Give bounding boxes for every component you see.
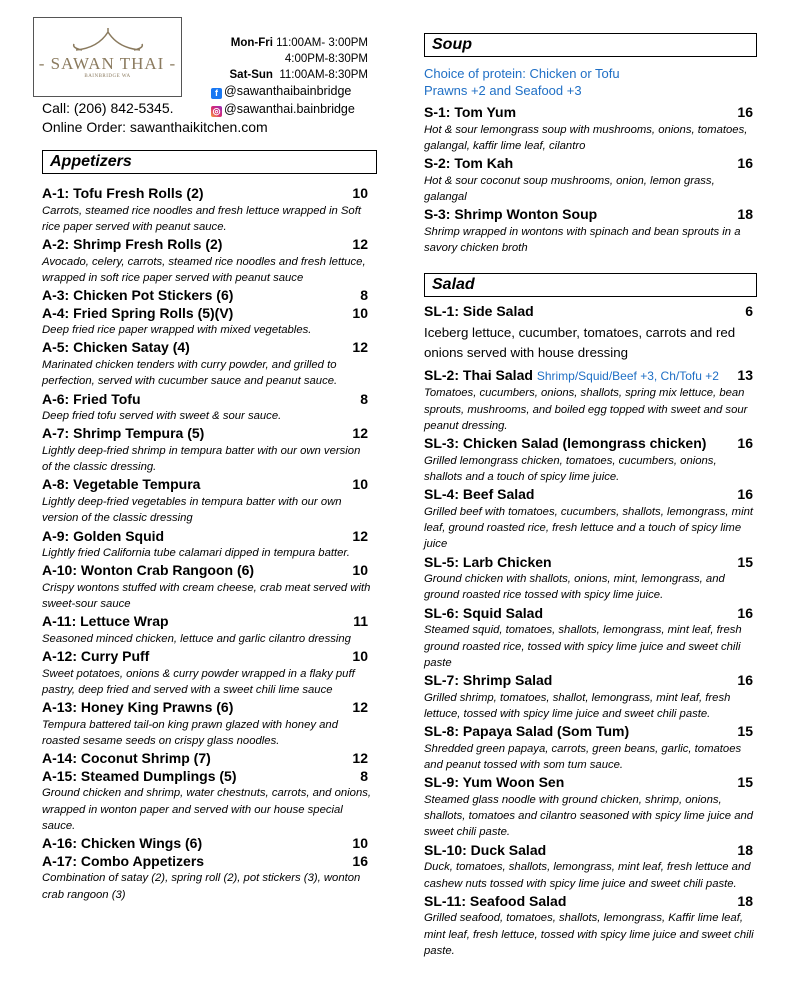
item-name: SL-7: Shrimp Salad: [424, 672, 553, 689]
item-name-wrap: [42, 185, 204, 203]
item-name: A-12: Curry Puff: [42, 648, 150, 665]
menu-item: [42, 425, 372, 475]
contact-info: [42, 99, 268, 137]
item-price: 12: [352, 425, 368, 442]
menu-item: [424, 774, 757, 840]
item-price: 10: [352, 562, 368, 579]
item-name: SL-10: Duck Salad: [424, 841, 547, 858]
hours-time: 11:00AM- 3:00PM: [276, 37, 368, 49]
item-title-row: [42, 768, 372, 786]
menu-item: [424, 893, 757, 959]
item-name-wrap: [42, 750, 211, 768]
item-title-row: [424, 842, 757, 860]
temple-roof-icon: [68, 26, 148, 54]
menu-item: [42, 305, 372, 339]
item-name-wrap: [424, 104, 516, 122]
menu-item: [42, 562, 372, 612]
item-name: SL-8: Papaya Salad (Som Tum): [424, 723, 630, 740]
item-name: A-16: Chicken Wings (6): [42, 835, 203, 852]
note-line: Prawns +2 and Seafood +3: [424, 83, 582, 98]
item-name-wrap: [424, 155, 513, 173]
item-title-row: [42, 287, 372, 305]
menu-item: [424, 435, 757, 485]
item-price: 10: [352, 648, 368, 665]
item-name: A-15: Steamed Dumplings (5): [42, 767, 237, 784]
logo-name: - SAWAN THAI -: [38, 54, 177, 73]
item-name-wrap: [42, 528, 164, 546]
item-name: A-5: Chicken Satay (4): [42, 339, 190, 356]
menu-item: [424, 842, 757, 892]
item-name-wrap: [42, 391, 141, 409]
item-price: 15: [737, 553, 753, 570]
item-name: SL-4: Beef Salad: [424, 486, 535, 503]
item-title-row: [424, 723, 757, 741]
item-name-wrap: [42, 425, 204, 443]
item-name: S-1: Tom Yum: [424, 104, 517, 120]
item-price: 12: [352, 750, 368, 767]
item-title-row: [42, 391, 372, 409]
hours-row: [200, 51, 368, 67]
item-price: 16: [737, 486, 753, 503]
item-title-row: [424, 435, 757, 453]
item-title-row: [42, 648, 372, 666]
item-name-wrap: [42, 768, 236, 786]
appetizers-list: [42, 185, 372, 903]
item-title-row: [42, 476, 372, 494]
item-price: 16: [737, 104, 753, 120]
item-name: SL-3: Chicken Salad (lemongrass chicken): [424, 435, 707, 452]
right-column: [424, 33, 757, 960]
item-description: Grilled seafood, tomatoes, shallots, lemongrass, Kaffir lime leaf, mint leaf, fresh lettuce, tossed with spicy lime juice and sweet chili paste.: [424, 912, 754, 957]
item-name: A-9: Golden Squid: [42, 527, 165, 544]
instagram-handle[interactable]: @sawanthai.bainbridge: [224, 102, 355, 116]
item-description: Iceberg lettuce, cucumber, tomatoes, carrots and red onions served with house dressing: [424, 324, 736, 360]
item-name-wrap: [424, 435, 706, 453]
item-name-wrap: [42, 648, 149, 666]
item-name: SL-6: Squid Salad: [424, 604, 544, 621]
item-price: 12: [352, 339, 368, 356]
menu-item: [42, 185, 372, 235]
item-price: 8: [360, 390, 368, 407]
item-name-wrap: [424, 893, 566, 911]
item-description: Seasoned minced chicken, lettuce and garlic cilantro dressing: [42, 632, 351, 645]
item-title-row: [424, 672, 757, 690]
item-title-row: [42, 835, 372, 853]
item-name: A-6: Fried Tofu: [42, 390, 141, 407]
item-name: A-13: Honey King Prawns (6): [42, 699, 234, 716]
hours-days: Mon-Fri: [230, 37, 273, 49]
item-name-wrap: [424, 774, 564, 792]
item-price: 12: [352, 236, 368, 253]
item-price: 16: [737, 155, 753, 172]
section-title-soup: Soup: [424, 33, 757, 57]
item-name: A-2: Shrimp Fresh Rolls (2): [42, 236, 223, 253]
item-title-row: [42, 425, 372, 443]
hours-days: Sat-Sun: [229, 69, 273, 81]
menu-item: [42, 476, 372, 526]
item-description: Lightly deep-fried shrimp in tempura batter with our own version of the classic dressing.: [42, 444, 361, 474]
menu-item: [42, 853, 372, 903]
item-name-wrap: [424, 486, 534, 504]
item-price: 11: [353, 613, 368, 630]
item-name-wrap: [42, 236, 222, 254]
facebook-icon: f: [211, 88, 222, 99]
menu-item: [424, 672, 757, 722]
menu-item: [42, 699, 372, 749]
item-name: S-3: Shrimp Wonton Soup: [424, 206, 598, 223]
item-name: A-4: Fried Spring Rolls (5)(V): [42, 304, 234, 321]
item-description: Hot & sour lemongrass soup with mushrooms, onions, tomatoes, galangal, kaffir lime leaf, cilantro: [424, 123, 748, 152]
item-name: A-3: Chicken Pot Stickers (6): [42, 287, 234, 304]
item-price: 16: [352, 852, 368, 869]
menu-item: [42, 750, 372, 768]
item-description: Steamed glass noodle with ground chicken, shrimp, onions, shallots, tomatoes and cilantro seasoned with spicy lime juice and sweet chili paste.: [424, 793, 754, 839]
instagram-icon: ◎: [212, 106, 221, 116]
item-name: A-1: Tofu Fresh Rolls (2): [42, 185, 204, 201]
item-price: 18: [737, 206, 753, 223]
item-name-wrap: [424, 554, 552, 572]
item-price: 16: [737, 435, 753, 452]
item-description: Marinated chicken tenders with curry powder, and grilled to perfection, served with cucumber sauce and peanut sauce.: [42, 358, 338, 388]
item-name: A-8: Vegetable Tempura: [42, 476, 201, 493]
item-price: 18: [737, 841, 753, 858]
item-title-row: [42, 699, 372, 717]
logo-subtitle: BAINBRIDGE WA: [84, 74, 131, 79]
hours-time: 4:00PM-8:30PM: [284, 53, 368, 65]
item-name-wrap: [42, 853, 204, 871]
item-description: Sweet potatoes, onions & curry powder wrapped in a flaky puff pastry, deep fried and served with a sweet chili lime sauce: [42, 667, 355, 697]
item-price: 12: [352, 527, 368, 544]
item-description: Steamed squid, tomatoes, shallots, lemongrass, mint leaf, fresh ground roasted rice, tossed with spicy lime juice and sweet chili paste: [424, 624, 742, 669]
menu-item: [42, 339, 372, 389]
item-title-row: [424, 155, 757, 173]
item-title-row: [42, 185, 372, 203]
item-name: S-2: Tom Kah: [424, 155, 514, 172]
section-title-salad: Salad: [424, 273, 757, 297]
item-description: Deep fried rice paper wrapped with mixed vegetables.: [42, 324, 312, 337]
item-price: 16: [737, 672, 753, 689]
item-name: SL-5: Larb Chicken: [424, 553, 552, 570]
item-title-row: [42, 528, 372, 546]
menu-item: [42, 613, 372, 647]
item-name-wrap: [42, 562, 254, 580]
logo: [33, 17, 182, 97]
item-price: 10: [352, 476, 368, 493]
item-title-row: [424, 554, 757, 572]
menu-item: [42, 528, 372, 562]
item-title-row: [424, 893, 757, 911]
item-description: Tempura battered tail-on king prawn glazed with honey and roasted sesame seeds on crispy glass noodles.: [42, 718, 338, 748]
item-description: Deep fried tofu served with sweet & sour sauce.: [42, 410, 282, 423]
item-addon-prices: Shrimp/Squid/Beef +3, Ch/Tofu +2: [536, 368, 719, 383]
menu-item: [42, 287, 372, 305]
item-name: A-11: Lettuce Wrap: [42, 613, 169, 630]
menu-item: [42, 236, 372, 286]
menu-item: [424, 206, 757, 256]
item-description: Tomatoes, cucumbers, onions, shallots, spring mix lettuce, bean sprouts, mushrooms, and boiled egg topped with sweet and sour peanut dressing.: [424, 387, 748, 432]
opening-hours: [200, 35, 368, 83]
item-description: Shredded green papaya, carrots, green beans, garlic, tomatoes and peanut tossed with som tum sauce.: [424, 742, 742, 772]
item-name: A-14: Coconut Shrimp (7): [42, 750, 211, 767]
item-description: Duck, tomatoes, shallots, lemongrass, mint leaf, fresh lettuce and cashew nuts tossed with spicy lime juice and sweet chili paste.: [424, 861, 751, 890]
facebook-handle[interactable]: @sawanthaibainbridge: [224, 84, 352, 98]
item-title-row: [424, 367, 757, 386]
online-order: Online Order: sawanthaikitchen.com: [42, 119, 268, 135]
menu-item: [424, 303, 757, 363]
item-name-wrap: [424, 605, 543, 623]
item-name: SL-1: Side Salad: [424, 303, 534, 320]
item-price: 8: [360, 767, 368, 784]
appetizers-column: [42, 150, 372, 904]
item-title-row: [424, 303, 757, 321]
note-line: Choice of protein: Chicken or Tofu: [424, 66, 620, 81]
item-name-wrap: [424, 672, 552, 690]
item-title-row: [424, 486, 757, 504]
item-price: 10: [352, 835, 368, 852]
item-description: Crispy wontons stuffed with cream cheese, crab meat served with sweet-sour sauce: [42, 581, 371, 611]
item-description: Lightly fried California tube calamari dipped in tempura batter.: [42, 547, 350, 560]
menu-item: [42, 768, 372, 834]
item-name: SL-2: Thai Salad: [424, 366, 533, 383]
item-name: SL-11: Seafood Salad: [424, 892, 567, 909]
item-name-wrap: [424, 842, 546, 860]
menu-item: [424, 554, 757, 604]
phone: Call: (206) 842-5345.: [42, 100, 174, 116]
section-title-appetizers: Appetizers: [42, 150, 377, 174]
menu-item: [42, 391, 372, 425]
item-price: 8: [360, 287, 368, 304]
item-name: A-10: Wonton Crab Rangoon (6): [42, 562, 255, 579]
hours-row: [200, 67, 368, 83]
item-description: Combination of satay (2), spring roll (2), pot stickers (3), wonton crab rangoon (3): [42, 872, 361, 901]
soup-list: [424, 104, 757, 256]
item-price: 6: [745, 303, 753, 320]
item-description: Ground chicken and shrimp, water chestnuts, carrots, and onions, wrapped in wonton paper and served with our house special sauce.: [42, 787, 372, 833]
item-name-wrap: [42, 835, 202, 853]
item-name: SL-9: Yum Woon Sen: [424, 774, 565, 791]
item-title-row: [424, 104, 757, 122]
item-title-row: [42, 562, 372, 580]
item-description: Ground chicken with shallots, onions, mint, lemongrass, and ground roasted rice tossed with spicy lime juice.: [424, 573, 725, 602]
item-title-row: [424, 774, 757, 792]
item-name: A-7: Shrimp Tempura (5): [42, 425, 205, 442]
item-title-row: [42, 853, 372, 871]
item-description: Grilled lemongrass chicken, tomatoes, cucumbers, onions, shallots and a touch of spicy lime juice.: [424, 454, 717, 483]
item-name-wrap: [424, 367, 719, 386]
hours-time: 11:00AM-8:30PM: [279, 69, 368, 81]
item-price: 18: [737, 892, 753, 909]
item-price: 13: [737, 366, 753, 383]
item-name-wrap: [424, 723, 629, 741]
item-title-row: [42, 305, 372, 323]
item-name-wrap: [42, 699, 233, 717]
item-title-row: [42, 339, 372, 357]
item-price: 10: [352, 185, 368, 201]
item-description: Hot & sour coconut soup mushrooms, onion, lemon grass, galangal: [424, 174, 715, 203]
item-title-row: [42, 236, 372, 254]
menu-item: [424, 367, 757, 434]
item-name-wrap: [424, 206, 597, 224]
item-title-row: [42, 750, 372, 768]
item-title-row: [42, 613, 372, 631]
item-title-row: [424, 605, 757, 623]
salad-list: [424, 303, 757, 959]
soup-protein-note: [424, 65, 757, 99]
item-price: 10: [352, 304, 368, 321]
item-price: 15: [737, 774, 753, 791]
item-description: Shrimp wrapped in wontons with spinach and bean sprouts in a savory chicken broth: [424, 225, 741, 254]
menu-item: [42, 648, 372, 698]
item-name-wrap: [42, 305, 233, 323]
item-price: 12: [352, 699, 368, 716]
menu-item: [42, 835, 372, 853]
item-price: 16: [737, 604, 753, 621]
menu-item: [424, 486, 757, 552]
item-description: Grilled shrimp, tomatoes, shallot, lemongrass, mint leaf, fresh lettuce, tossed with spicy lime juice and sweet chili paste.: [424, 691, 731, 720]
item-name-wrap: [42, 476, 200, 494]
item-name-wrap: [42, 287, 233, 305]
item-description: Grilled beef with tomatoes, cucumbers, shallots, lemongrass, mint leaf, ground roasted rice, fresh lettuce and a touch of spicy lime juice: [424, 505, 753, 551]
item-description: Avocado, celery, carrots, steamed rice noodles and fresh lettuce, wrapped in soft rice paper served with peanut sauce: [42, 255, 366, 284]
item-title-row: [424, 206, 757, 224]
item-price: 15: [737, 723, 753, 740]
menu-item: [424, 723, 757, 773]
item-name-wrap: [42, 339, 190, 357]
menu-item: [424, 104, 757, 154]
item-description: Carrots, steamed rice noodles and fresh lettuce wrapped in Soft rice paper served with peanut sauce.: [42, 204, 361, 233]
item-name-wrap: [424, 303, 534, 321]
menu-item: [424, 605, 757, 671]
item-name: A-17: Combo Appetizers: [42, 852, 205, 869]
hours-row: [200, 35, 368, 51]
item-description: Lightly deep-fried vegetables in tempura batter with our own version of the classic dressing: [42, 495, 342, 525]
menu-item: [424, 155, 757, 205]
item-name-wrap: [42, 613, 169, 631]
